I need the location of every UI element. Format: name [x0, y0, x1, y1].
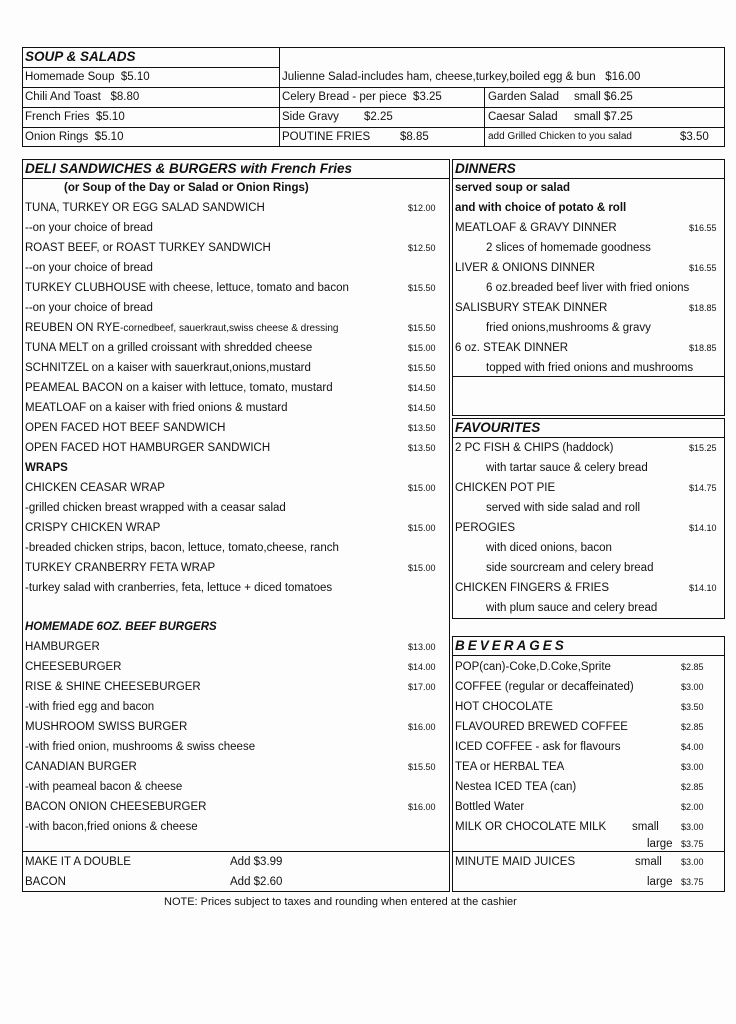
menu-price: $13.50	[408, 443, 436, 453]
menu-item: small $7.25	[574, 111, 633, 123]
beverage-size: large	[647, 838, 673, 850]
soup-salads-title: SOUP & SALADS	[25, 49, 136, 64]
beverage-price: $3.00	[681, 762, 704, 772]
beverage-item: MILK OR CHOCOLATE MILK	[455, 821, 607, 833]
menu-item: POUTINE FRIES	[282, 131, 371, 143]
menu-item: TUNA, TURKEY OR EGG SALAD SANDWICH	[25, 202, 265, 214]
menu-item: LIVER & ONIONS DINNER	[455, 262, 595, 274]
price-note: NOTE: Prices subject to taxes and rounding when entered at the cashier	[164, 896, 517, 908]
menu-item: OPEN FACED HOT BEEF SANDWICH	[25, 422, 226, 434]
menu-item: CHICKEN POT PIE	[455, 482, 556, 494]
menu-item: CHICKEN CEASAR WRAP	[25, 482, 165, 494]
beverage-size: small	[635, 856, 662, 868]
menu-price: $12.50	[408, 243, 436, 253]
menu-item: TURKEY CLUBHOUSE with cheese, lettuce, tomato and bacon	[25, 282, 349, 294]
menu-item-desc: --on your choice of bread	[25, 262, 153, 274]
beverage-size: large	[647, 876, 673, 888]
menu-price: $2.25	[364, 111, 393, 123]
dinners-title: DINNERS	[455, 161, 516, 176]
menu-price: $18.85	[689, 303, 717, 313]
menu-item-desc: -with fried egg and bacon	[25, 701, 155, 713]
menu-price: $15.50	[408, 323, 436, 333]
menu-item-desc: -breaded chicken strips, bacon, lettuce, tomato,cheese, ranch	[25, 542, 339, 554]
menu-item: Celery Bread - per piece $3.25	[282, 91, 442, 103]
menu-price: $15.50	[408, 762, 436, 772]
addon-item: MAKE IT A DOUBLE	[25, 856, 131, 868]
dinners-subtitle: served soup or salad	[455, 182, 571, 194]
menu-item: TUNA MELT on a grilled croissant with shredded cheese	[25, 342, 313, 354]
menu-price: $15.50	[408, 363, 436, 373]
menu-item: ROAST BEEF, or ROAST TURKEY SANDWICH	[25, 242, 271, 254]
menu-item: 6 oz. STEAK DINNER	[455, 342, 569, 354]
menu-price: $14.75	[689, 483, 717, 493]
menu-item-desc: -with peameal bacon & cheese	[25, 781, 183, 793]
beverage-price: $3.50	[681, 702, 704, 712]
beverage-price: $2.00	[681, 802, 704, 812]
wraps-title: WRAPS	[25, 462, 68, 474]
menu-item-desc: fried onions,mushrooms & gravy	[486, 322, 651, 334]
menu-item: Onion Rings $5.10	[25, 131, 124, 143]
beverage-item: FLAVOURED BREWED COFFEE	[455, 721, 628, 733]
menu-item-desc: with plum sauce and celery bread	[486, 602, 658, 614]
menu-price: $18.85	[689, 343, 717, 353]
deli-title: DELI SANDWICHES & BURGERS with French Fries	[25, 161, 353, 176]
menu-item-desc: 2 slices of homemade goodness	[486, 242, 651, 254]
menu-price: $15.00	[408, 563, 436, 573]
menu-price: $16.55	[689, 223, 717, 233]
menu-price: $16.00	[408, 802, 436, 812]
menu-item: CANADIAN BURGER	[25, 761, 137, 773]
menu-item-desc: --on your choice of bread	[25, 222, 153, 234]
menu-item: Garden Salad	[488, 91, 559, 103]
menu-item: REUBEN ON RYE-cornedbeef, sauerkraut,swiss cheese & dressing	[25, 322, 339, 334]
menu-price: $14.10	[689, 523, 717, 533]
menu-item: SCHNITZEL on a kaiser with sauerkraut,onions,mustard	[25, 362, 311, 374]
menu-price: $15.00	[408, 523, 436, 533]
menu-item: French Fries $5.10	[25, 111, 125, 123]
menu-item-desc: served with side salad and roll	[486, 502, 641, 514]
menu-item: Caesar Salad	[488, 111, 558, 123]
beverage-item: HOT CHOCOLATE	[455, 701, 553, 713]
menu-item: CRISPY CHICKEN WRAP	[25, 522, 161, 534]
beverage-price: $3.75	[681, 877, 704, 887]
beverage-item: TEA or HERBAL TEA	[455, 761, 565, 773]
menu-price: $13.00	[408, 642, 436, 652]
menu-price: $8.85	[400, 131, 429, 143]
menu-price: $12.00	[408, 203, 436, 213]
dinners-subtitle: and with choice of potato & roll	[455, 202, 627, 214]
menu-item: small $6.25	[574, 91, 633, 103]
beverage-item: COFFEE (regular or decaffeinated)	[455, 681, 634, 693]
addon-price: Add $3.99	[230, 856, 283, 868]
menu-item: MEATLOAF & GRAVY DINNER	[455, 222, 617, 234]
beverage-item: Bottled Water	[455, 801, 525, 813]
menu-item: OPEN FACED HOT HAMBURGER SANDWICH	[25, 442, 271, 454]
menu-item-desc: -with bacon,fried onions & cheese	[25, 821, 198, 833]
menu-price: $14.00	[408, 662, 436, 672]
beverage-price: $3.00	[681, 857, 704, 867]
menu-item: 2 PC FISH & CHIPS (haddock)	[455, 442, 614, 454]
beverage-price: $3.75	[681, 839, 704, 849]
beverage-price: $3.00	[681, 682, 704, 692]
menu-item: CHICKEN FINGERS & FRIES	[455, 582, 609, 594]
menu-price: $15.50	[408, 283, 436, 293]
menu-item: CHEESEBURGER	[25, 661, 122, 673]
deli-subtitle: (or Soup of the Day or Salad or Onion Rings)	[64, 182, 309, 194]
menu-item-desc: 6 oz.breaded beef liver with fried onions	[486, 282, 690, 294]
burgers-title: HOMEMADE 6OZ. BEEF BURGERS	[25, 621, 217, 633]
menu-price: $16.55	[689, 263, 717, 273]
beverage-price: $2.85	[681, 782, 704, 792]
menu-item-desc: with diced onions, bacon	[486, 542, 612, 554]
beverage-item: Nestea ICED TEA (can)	[455, 781, 577, 793]
beverage-price: $2.85	[681, 662, 704, 672]
menu-price: $17.00	[408, 682, 436, 692]
menu-item-desc: with tartar sauce & celery bread	[486, 462, 648, 474]
menu-price: $3.50	[680, 131, 709, 143]
beverage-price: $4.00	[681, 742, 704, 752]
beverage-item: POP(can)-Coke,D.Coke,Sprite	[455, 661, 611, 673]
addon-price: Add $2.60	[230, 876, 283, 888]
beverage-item: ICED COFFEE - ask for flavours	[455, 741, 621, 753]
menu-item: MEATLOAF on a kaiser with fried onions & mustard	[25, 402, 288, 414]
beverage-price: $2.85	[681, 722, 704, 732]
menu-price: $14.10	[689, 583, 717, 593]
menu-item: Julienne Salad-includes ham, cheese,turkey,boiled egg & bun $16.00	[282, 71, 641, 83]
menu-item: PEAMEAL BACON on a kaiser with lettuce, tomato, mustard	[25, 382, 333, 394]
menu-item-desc: -grilled chicken breast wrapped with a ceasar salad	[25, 502, 286, 514]
beverage-size: small	[632, 821, 659, 833]
menu-price: $14.50	[408, 403, 436, 413]
beverage-item: MINUTE MAID JUICES	[455, 856, 576, 868]
menu-price: $14.50	[408, 383, 436, 393]
favourites-title: FAVOURITES	[455, 420, 541, 435]
menu-item: PEROGIES	[455, 522, 516, 534]
menu-item: Side Gravy	[282, 111, 339, 123]
menu-item: BACON ONION CHEESEBURGER	[25, 801, 207, 813]
menu-price: $15.00	[408, 343, 436, 353]
menu-price: $13.50	[408, 423, 436, 433]
beverage-price: $3.00	[681, 822, 704, 832]
beverages-title: BEVERAGES	[455, 638, 567, 653]
menu-item-desc: topped with fried onions and mushrooms	[486, 362, 694, 374]
menu-item: add Grilled Chicken to you salad	[488, 131, 632, 142]
menu-item: TURKEY CRANBERRY FETA WRAP	[25, 562, 216, 574]
menu-item: RISE & SHINE CHEESEBURGER	[25, 681, 201, 693]
menu-item: MUSHROOM SWISS BURGER	[25, 721, 188, 733]
menu-item-desc: -turkey salad with cranberries, feta, lettuce + diced tomatoes	[25, 582, 333, 594]
menu-item-desc: -with fried onion, mushrooms & swiss cheese	[25, 741, 256, 753]
menu-price: $15.25	[689, 443, 717, 453]
menu-item: Chili And Toast $8.80	[25, 91, 140, 103]
menu-item-desc: --on your choice of bread	[25, 302, 153, 314]
menu-price: $16.00	[408, 722, 436, 732]
menu-price: $15.00	[408, 483, 436, 493]
menu-item: SALISBURY STEAK DINNER	[455, 302, 608, 314]
addon-item: BACON	[25, 876, 66, 888]
menu-item: HAMBURGER	[25, 641, 100, 653]
menu-item: Homemade Soup $5.10	[25, 71, 150, 83]
menu-item-desc: side sourcream and celery bread	[486, 562, 654, 574]
